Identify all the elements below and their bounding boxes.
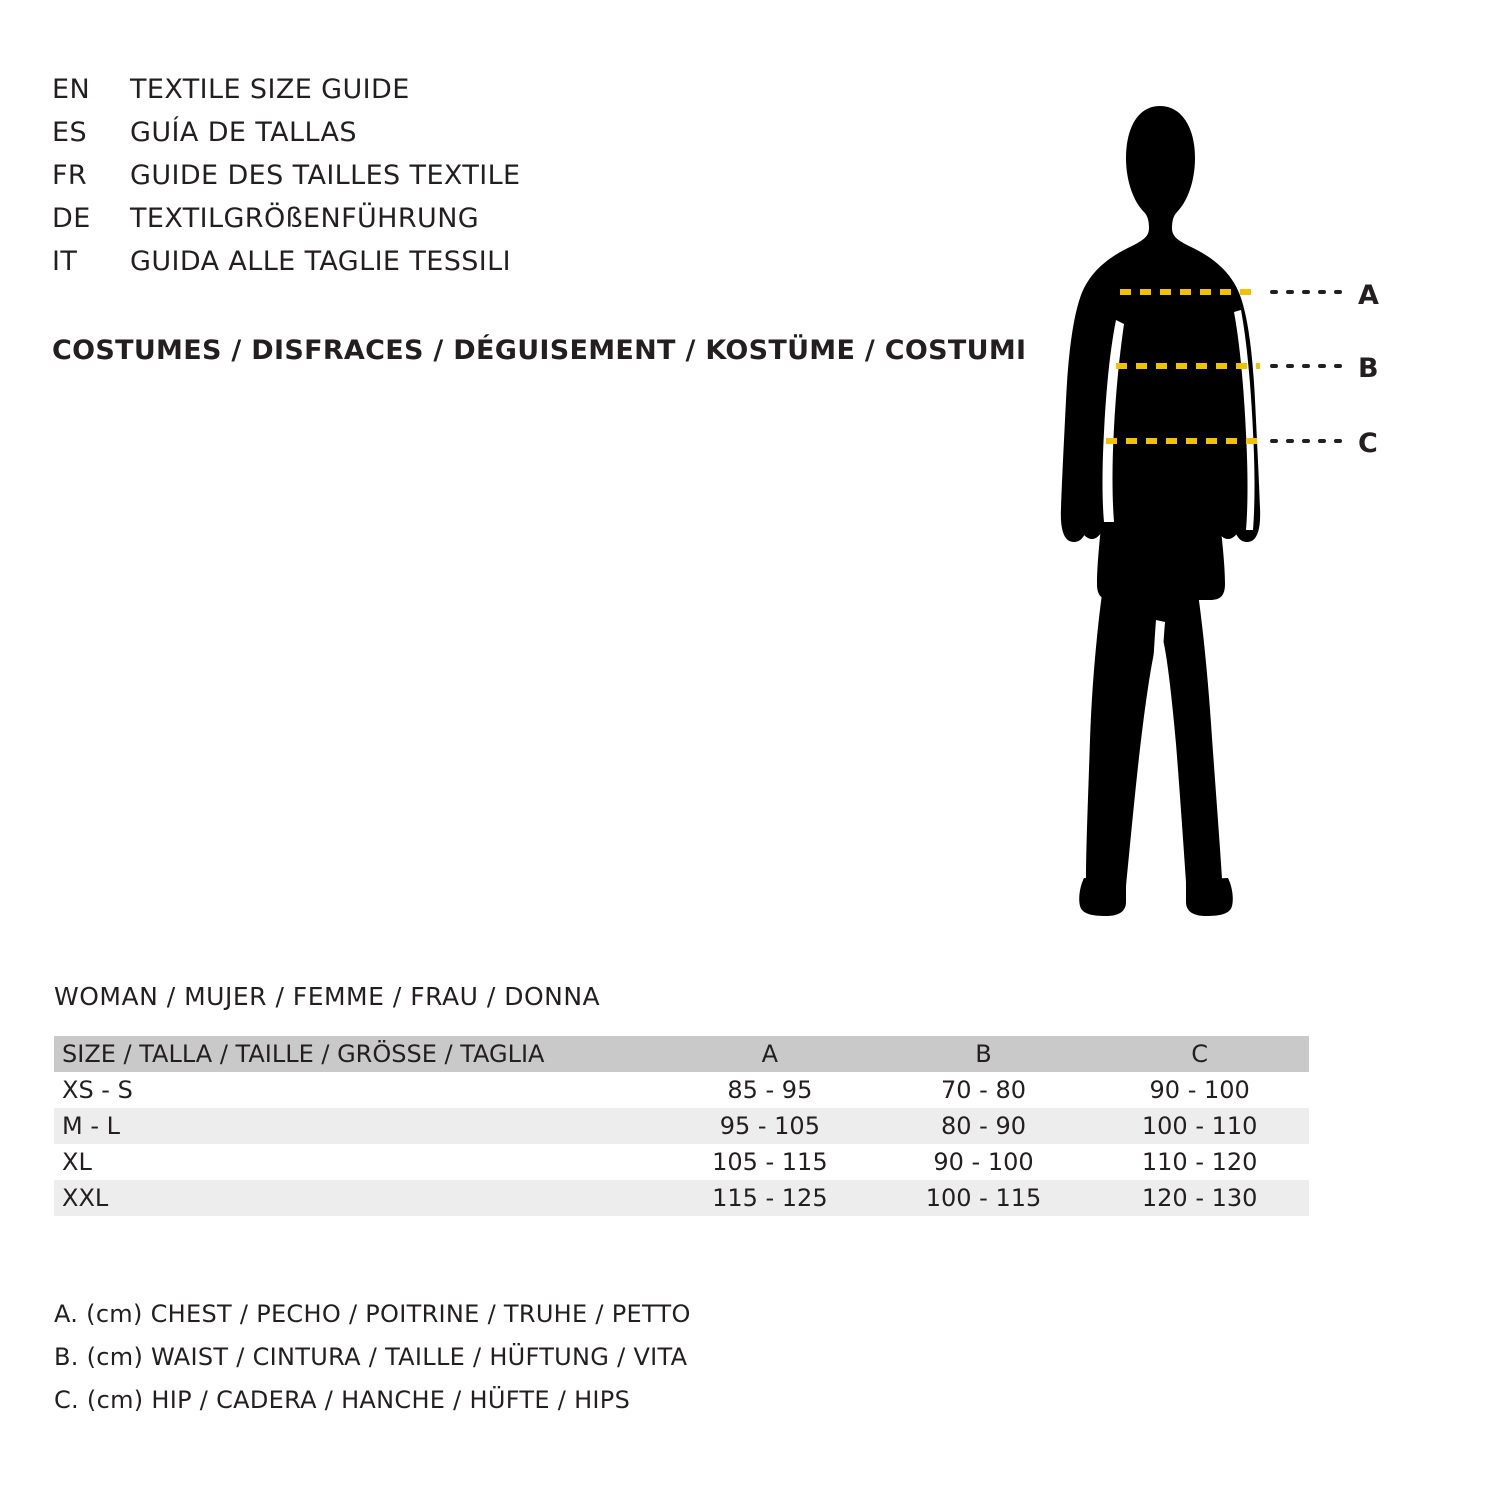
language-code: EN (52, 74, 91, 105)
language-title-list (52, 74, 812, 289)
cell-a: 105 - 115 (712, 1148, 828, 1176)
language-title: GUIDA ALLE TAGLIE TESSILI (130, 246, 511, 277)
table-row (54, 1108, 1309, 1144)
marker-label-c: C (1358, 428, 1379, 459)
cell-c: 110 - 120 (1141, 1148, 1258, 1176)
marker-label-a: A (1358, 280, 1380, 311)
language-row (52, 74, 812, 117)
language-code: ES (52, 117, 87, 148)
cell-a: 95 - 105 (719, 1112, 820, 1140)
cell-b: 100 - 115 (925, 1184, 1042, 1212)
legend-item-c: C. (cm) HIP / CADERA / HANCHE / HÜFTE / HIPS (54, 1386, 631, 1414)
size-table (54, 1036, 1309, 1216)
language-title: TEXTILGRÖßENFÜHRUNG (130, 203, 480, 234)
table-section-title: WOMAN / MUJER / FEMME / FRAU / DONNA (54, 982, 601, 1011)
cell-c: 120 - 130 (1141, 1184, 1258, 1212)
marker-label-b: B (1358, 353, 1380, 384)
language-row (52, 117, 812, 160)
table-header-row (54, 1036, 1309, 1072)
cell-size: XXL (62, 1184, 109, 1212)
language-code: IT (52, 246, 78, 277)
cell-c: 90 - 100 (1149, 1076, 1250, 1104)
language-title: GUÍA DE TALLAS (130, 117, 357, 148)
table-row (54, 1072, 1309, 1108)
cell-size: XL (62, 1148, 92, 1176)
language-row (52, 160, 812, 203)
table-row (54, 1144, 1309, 1180)
measurement-legend (54, 1300, 691, 1429)
language-row (52, 203, 812, 246)
body-measurement-figure (1020, 60, 1440, 940)
female-silhouette-icon (1020, 60, 1440, 940)
legend-item-b: B. (cm) WAIST / CINTURA / TAILLE / HÜFTUNG / VITA (54, 1343, 688, 1371)
table-header-b: B (975, 1040, 992, 1068)
language-title: TEXTILE SIZE GUIDE (130, 74, 410, 105)
cell-c: 100 - 110 (1141, 1112, 1258, 1140)
cell-a: 85 - 95 (727, 1076, 813, 1104)
table-header-c: C (1191, 1040, 1209, 1068)
table-header-size: SIZE / TALLA / TAILLE / GRÖSSE / TAGLIA (62, 1040, 545, 1068)
cell-b: 70 - 80 (941, 1076, 1026, 1104)
table-header-a: A (761, 1040, 779, 1068)
cell-b: 90 - 100 (933, 1148, 1034, 1176)
language-code: DE (52, 203, 91, 234)
legend-item-a: A. (cm) CHEST / PECHO / POITRINE / TRUHE / PETTO (54, 1300, 691, 1328)
table-row (54, 1180, 1309, 1216)
language-row (52, 246, 812, 289)
costumes-subtitle: COSTUMES / DISFRACES / DÉGUISEMENT / KOSTÜME / COSTUMI (52, 335, 1027, 366)
language-code: FR (52, 160, 88, 191)
cell-a: 115 - 125 (712, 1184, 828, 1212)
cell-b: 80 - 90 (941, 1112, 1026, 1140)
cell-size: M - L (62, 1112, 120, 1140)
cell-size: XS - S (62, 1076, 133, 1104)
language-title: GUIDE DES TAILLES TEXTILE (130, 160, 521, 191)
